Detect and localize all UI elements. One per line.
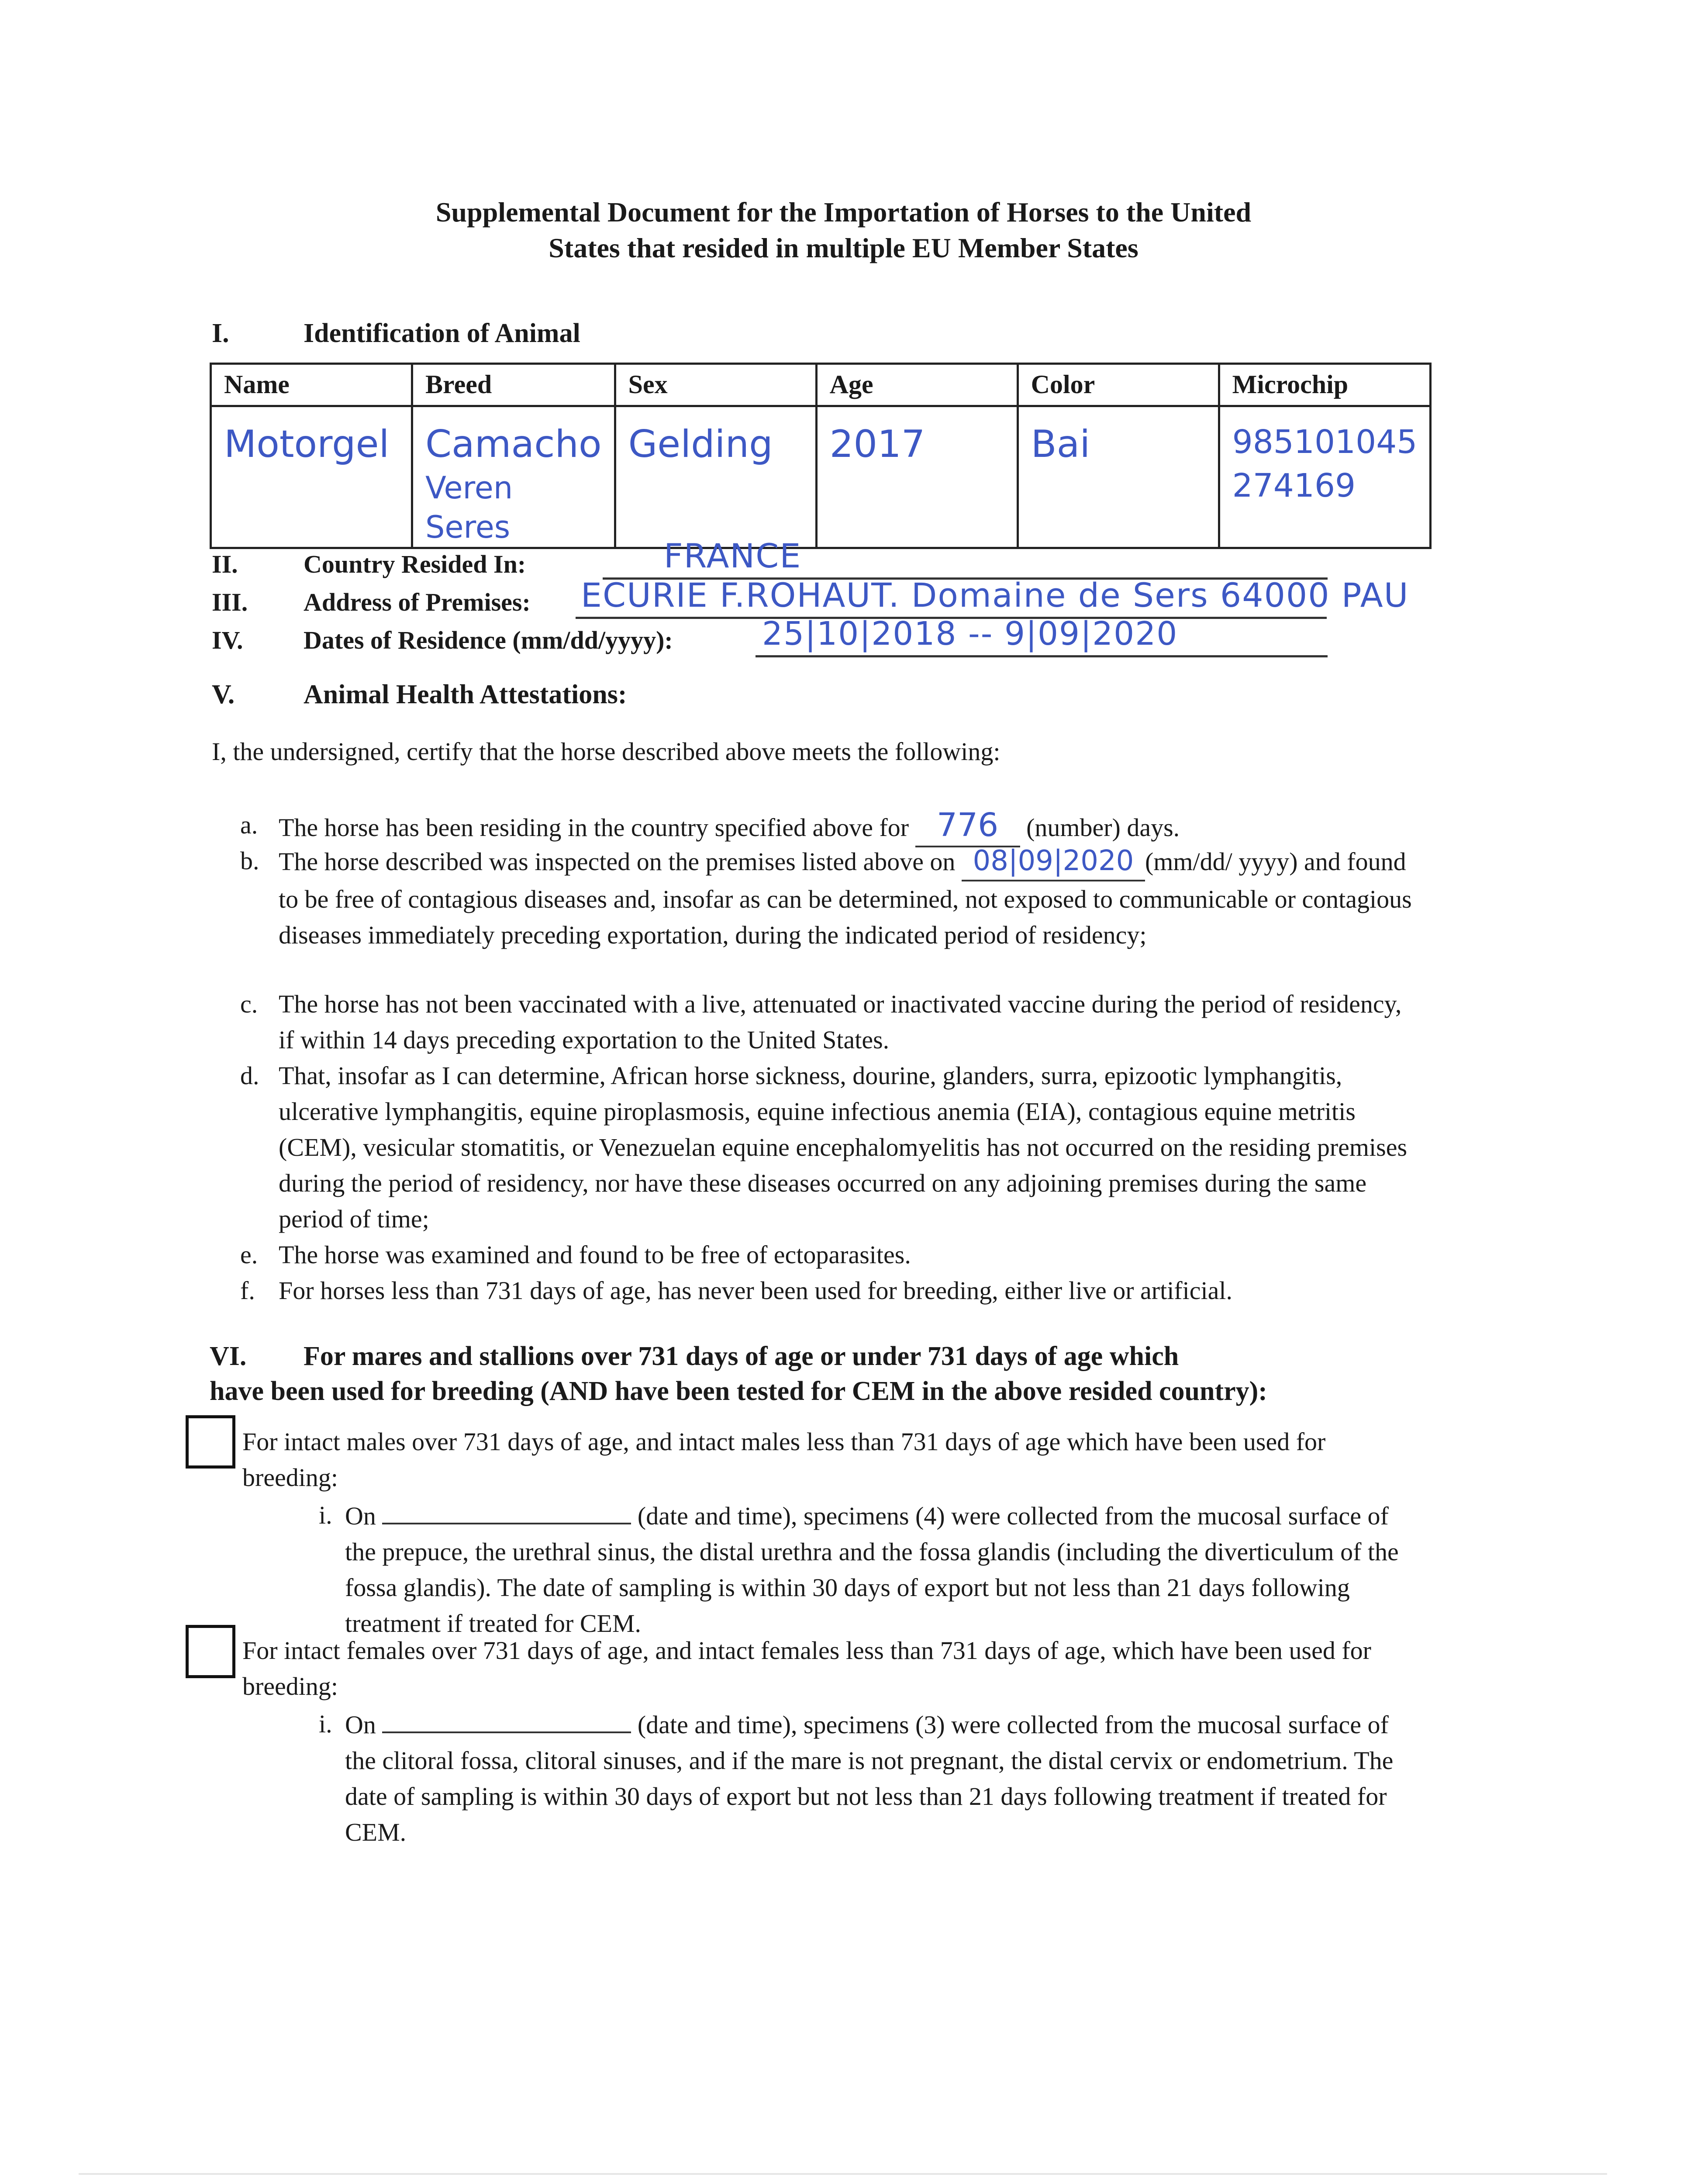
- attestation-item-f: [240, 1273, 1419, 1309]
- inspection-date-value: 08|09|2020: [973, 845, 1134, 877]
- dates-of-residence-label: Dates of Residence (mm/dd/yyyy):: [304, 626, 673, 654]
- males-on-text: On: [345, 1502, 376, 1530]
- value-name-text: Motorgel: [224, 422, 390, 466]
- table-value-row: [211, 406, 1431, 548]
- inspection-date-field: [962, 843, 1145, 881]
- header-sex: Sex: [615, 364, 816, 406]
- females-specimen-text: (date and time), specimens (3) were collected from the mucosal surface of the clitoral fossa, clitoral sinuses, and if the mare is not pregnant, the distal cervix or endometrium. The date of sampling is within 30 days of export but not less than 21 days following treatment if treated for CEM.: [345, 1711, 1394, 1846]
- country-resided-value: FRANCE: [664, 536, 802, 575]
- table-header-row: [211, 364, 1431, 406]
- section-5-title: Animal Health Attestations:: [304, 680, 627, 709]
- attestation-item-c: [240, 986, 1419, 1058]
- section-3-number: III.: [212, 588, 248, 616]
- header-breed: Breed: [412, 364, 615, 406]
- country-resided-label: Country Resided In:: [304, 550, 526, 578]
- value-age-text: 2017: [829, 422, 925, 466]
- item-d-text: That, insofar as I can determine, African horse sickness, dourine, glanders, surra, epizootic lymphangitis, ulcerative lymphangitis, equine piroplasmosis, equine infectious anemia (EIA), contagious equine metritis (CEM), vesicular stomatitis, or Venezuelan equine encephalomyelitis has not occurred on the residing premises during the period of residency, nor have these diseases occurred on any adjoining premises during the same period of time;: [279, 1061, 1408, 1233]
- value-age: [816, 406, 1018, 548]
- value-microchip: [1219, 406, 1431, 548]
- females-on-text: On: [345, 1711, 376, 1739]
- value-sex-text: Gelding: [628, 422, 773, 466]
- item-f-text: For horses less than 731 days of age, has never been used for breeding, either live or artificial.: [279, 1276, 1232, 1305]
- days-value: 776: [936, 806, 999, 844]
- item-e-text: The horse was examined and found to be free of ectoparasites.: [279, 1241, 911, 1269]
- dates-underline: [756, 655, 1328, 657]
- males-sub-item: [319, 1497, 1424, 1641]
- value-breed-line-1: Camacho: [425, 422, 602, 466]
- section-5-number: V.: [212, 680, 235, 709]
- value-name: [211, 406, 412, 548]
- females-checkbox[interactable]: [186, 1625, 235, 1678]
- item-c-text: The horse has not been vaccinated with a live, attenuated or inactivated vaccine during the period of residency, if within 14 days preceding exportation to the United States.: [279, 990, 1402, 1054]
- item-b-continuation: (mm/dd/ yyyy) and found to be free of contagious diseases and, insofar as can be determined, not exposed to communicable or contagious diseases immediately preceding exportation, during the indicated period of residency;: [279, 847, 1412, 949]
- section-2-number: II.: [212, 550, 238, 578]
- scan-edge-line: [79, 2173, 1607, 2175]
- header-name: Name: [211, 364, 412, 406]
- attestation-item-a: [240, 807, 1419, 847]
- males-specimen-text: (date and time), specimens (4) were collected from the mucosal surface of the prepuce, the urethral sinus, the distal urethra and the fossa glandis (including the diverticulum of the fossa glandis). The date of sampling is within 30 days of export but not less than 21 days following treatment if treated for CEM.: [345, 1502, 1399, 1638]
- item-c-letter: c.: [240, 990, 258, 1018]
- value-breed-line-2: Veren Seres: [425, 470, 513, 545]
- header-color: Color: [1018, 364, 1219, 406]
- item-a-text: The horse has been residing in the country specified above for: [279, 813, 909, 842]
- item-e-letter: e.: [240, 1241, 258, 1269]
- address-label: Address of Premises:: [304, 588, 531, 616]
- females-date-field[interactable]: [382, 1706, 631, 1733]
- attestation-item-d: [240, 1058, 1419, 1237]
- section-1-title: Identification of Animal: [304, 318, 580, 348]
- dates-of-residence-value: 25|10|2018 -- 9|09|2020: [762, 615, 1178, 653]
- males-checkbox[interactable]: [186, 1415, 235, 1469]
- animal-identification-table: [210, 363, 1432, 549]
- item-b-text: The horse described was inspected on the premises listed above on: [279, 847, 956, 876]
- attestation-item-e: [240, 1237, 1419, 1273]
- males-text: For intact males over 731 days of age, and intact males less than 731 days of age which have been used for breeding:: [242, 1427, 1326, 1492]
- section-6-title-line-1: For mares and stallions over 731 days of age or under 731 days of age which: [304, 1341, 1179, 1371]
- section-1-number: I.: [212, 318, 229, 348]
- item-b-letter: b.: [240, 847, 259, 875]
- females-sub-label: i.: [319, 1710, 332, 1738]
- header-microchip: Microchip: [1219, 364, 1431, 406]
- value-color-text: Bai: [1031, 422, 1090, 466]
- value-sex: [615, 406, 816, 548]
- value-microchip-line-1: 985101045: [1232, 423, 1418, 461]
- value-microchip-line-2: 274169: [1232, 467, 1356, 505]
- males-date-field[interactable]: [382, 1497, 631, 1524]
- section-6-title-line-2: have been used for breeding (AND have been tested for CEM in the above resided country):: [210, 1376, 1267, 1406]
- address-value: ECURIE F.ROHAUT. Domaine de Sers 64000 PAU: [581, 576, 1409, 615]
- section-6-number: VI.: [210, 1341, 247, 1371]
- value-color: [1018, 406, 1219, 548]
- header-age: Age: [816, 364, 1018, 406]
- section-4-number: IV.: [212, 626, 243, 654]
- males-sub-label: i.: [319, 1501, 332, 1529]
- item-a-suffix: (number) days.: [1026, 813, 1180, 842]
- value-breed: [412, 406, 615, 548]
- item-f-letter: f.: [240, 1276, 255, 1305]
- females-sub-item: [319, 1706, 1424, 1850]
- document-title-line-2: States that resided in multiple EU Member States: [549, 232, 1138, 263]
- item-d-letter: d.: [240, 1061, 259, 1090]
- females-text: For intact females over 731 days of age, and intact females less than 731 days of age, which have been used for breeding:: [242, 1636, 1371, 1700]
- days-field: [915, 807, 1020, 847]
- attestation-item-b: [240, 843, 1419, 953]
- certification-statement: I, the undersigned, certify that the horse described above meets the following:: [212, 737, 1000, 766]
- item-a-letter: a.: [240, 811, 258, 839]
- document-title-line-1: Supplemental Document for the Importation of Horses to the United: [435, 197, 1252, 228]
